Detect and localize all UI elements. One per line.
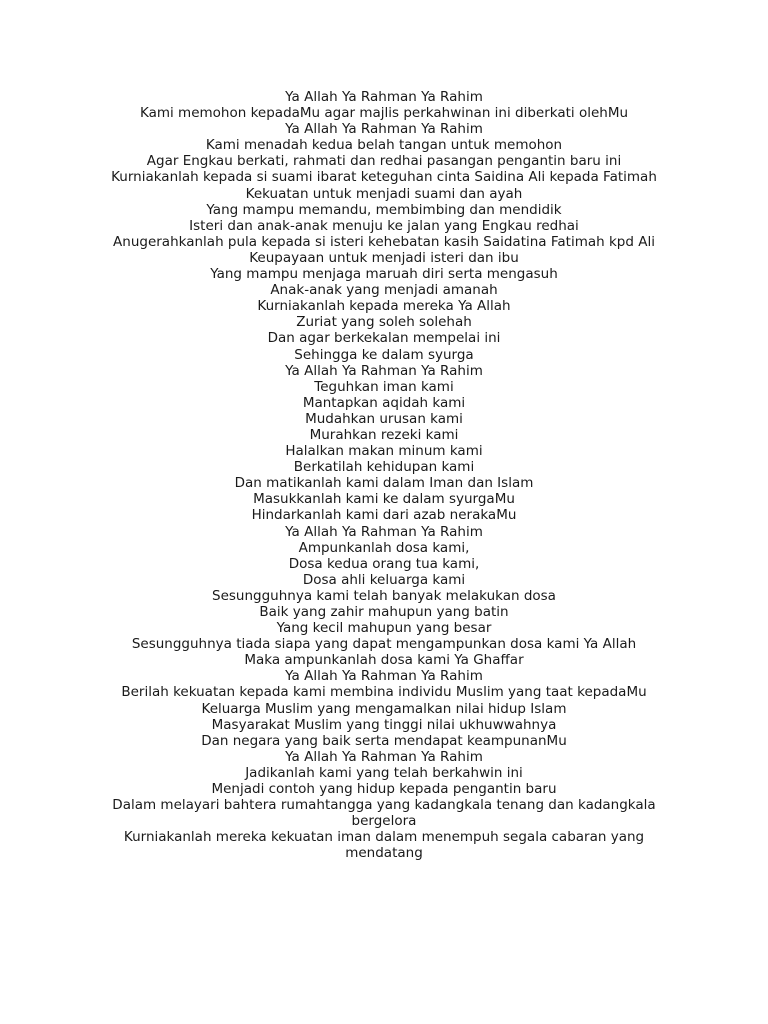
text-line-9: Isteri dan anak-anak menuju ke jalan yang Engkau redhai: [189, 217, 579, 234]
text-line-25: Dan matikanlah kami dalam Iman dan Islam: [234, 475, 534, 492]
text-line-34: Yang kecil mahupun yang besar: [276, 620, 492, 637]
text-line-10: Anugerahkanlah pula kepada si isteri kehebatan kasih Saidatina Fatimah kpd Ali: [113, 233, 655, 250]
text-line-44: Menjadi contoh yang hidup kepada pengantin baru: [211, 781, 557, 798]
text-line-11: Keupayaan untuk menjadi isteri dan ibu: [249, 249, 519, 266]
text-line-1: Ya Allah Ya Rahman Ya Rahim: [285, 89, 483, 105]
text-line-3: Ya Allah Ya Rahman Ya Rahim: [285, 121, 483, 138]
text-line-37: Ya Allah Ya Rahman Ya Rahim: [285, 668, 483, 685]
text-line-38: Berilah kekuatan kepada kami membina individu Muslim yang taat kepadaMu: [121, 684, 647, 701]
text-line-20: Mantapkan aqidah kami: [302, 394, 466, 411]
text-line-32: Sesungguhnya kami telah banyak melakukan dosa: [212, 587, 556, 604]
text-line-45: Dalam melayari bahtera rumahtangga yang kadangkala tenang dan kadangkala bergelora: [112, 797, 656, 830]
text-line-36: Maka ampunkanlah dosa kami Ya Ghaffar: [244, 652, 524, 669]
text-line-8: Yang mampu memandu, membimbing dan mendidik: [206, 201, 562, 218]
text-line-22: Murahkan rezeki kami: [309, 426, 459, 443]
text-line-24: Berkatilah kehidupan kami: [293, 459, 475, 476]
text-line-7: Kekuatan untuk menjadi suami dan ayah: [245, 185, 523, 202]
text-line-41: Dan negara yang baik serta mendapat keampunanMu: [201, 732, 567, 749]
text-line-13: Anak-anak yang menjadi amanah: [270, 282, 498, 299]
text-line-40: Masyarakat Muslim yang tinggi nilai ukhuwwahnya: [211, 716, 557, 733]
text-line-14: Kurniakanlah kepada mereka Ya Allah: [257, 298, 511, 315]
text-line-18: Ya Allah Ya Rahman Ya Rahim: [285, 362, 483, 379]
text-line-33: Baik yang zahir mahupun yang batin: [259, 604, 509, 620]
text-line-46: Kurniakanlah mereka kekuatan iman dalam menempuh segala cabaran yang mendatang: [123, 829, 645, 862]
text-line-26: Masukkanlah kami ke dalam syurgaMu: [253, 491, 515, 508]
text-line-6: Kurniakanlah kepada si suami ibarat keteguhan cinta Saidina Ali kepada Fatimah: [111, 169, 657, 186]
text-line-19: Teguhkan iman kami: [314, 378, 454, 395]
text-line-23: Halalkan makan minum kami: [285, 443, 483, 460]
text-line-4: Kami menadah kedua belah tangan untuk memohon: [205, 137, 563, 154]
text-line-15: Zuriat yang soleh solehah: [296, 314, 472, 331]
doa-text-body: [110, 89, 658, 862]
text-line-39: Keluarga Muslim yang mengamalkan nilai hidup Islam: [201, 700, 567, 717]
text-line-17: Sehingga ke dalam syurga: [294, 346, 474, 363]
text-line-16: Dan agar berkekalan mempelai ini: [267, 330, 501, 347]
text-line-27: Hindarkanlah kami dari azab nerakaMu: [251, 507, 517, 524]
text-line-31: Dosa ahli keluarga kami: [302, 571, 466, 588]
text-line-12: Yang mampu menjaga maruah diri serta mengasuh: [210, 266, 558, 283]
text-line-21: Mudahkan urusan kami: [305, 410, 463, 427]
text-line-29: Ampunkanlah dosa kami,: [298, 539, 470, 556]
text-line-2: Kami memohon kepadaMu agar majlis perkahwinan ini diberkati olehMu: [139, 105, 629, 122]
text-line-30: Dosa kedua orang tua kami,: [288, 555, 480, 572]
text-line-42: Ya Allah Ya Rahman Ya Rahim: [285, 748, 483, 765]
text-line-28: Ya Allah Ya Rahman Ya Rahim: [285, 523, 483, 540]
text-line-5: Agar Engkau berkati, rahmati dan redhai pasangan pengantin baru ini: [146, 153, 622, 170]
text-line-43: Jadikanlah kami yang telah berkahwin ini: [245, 764, 523, 781]
text-line-35: Sesungguhnya tiada siapa yang dapat mengampunkan dosa kami Ya Allah: [131, 636, 637, 653]
